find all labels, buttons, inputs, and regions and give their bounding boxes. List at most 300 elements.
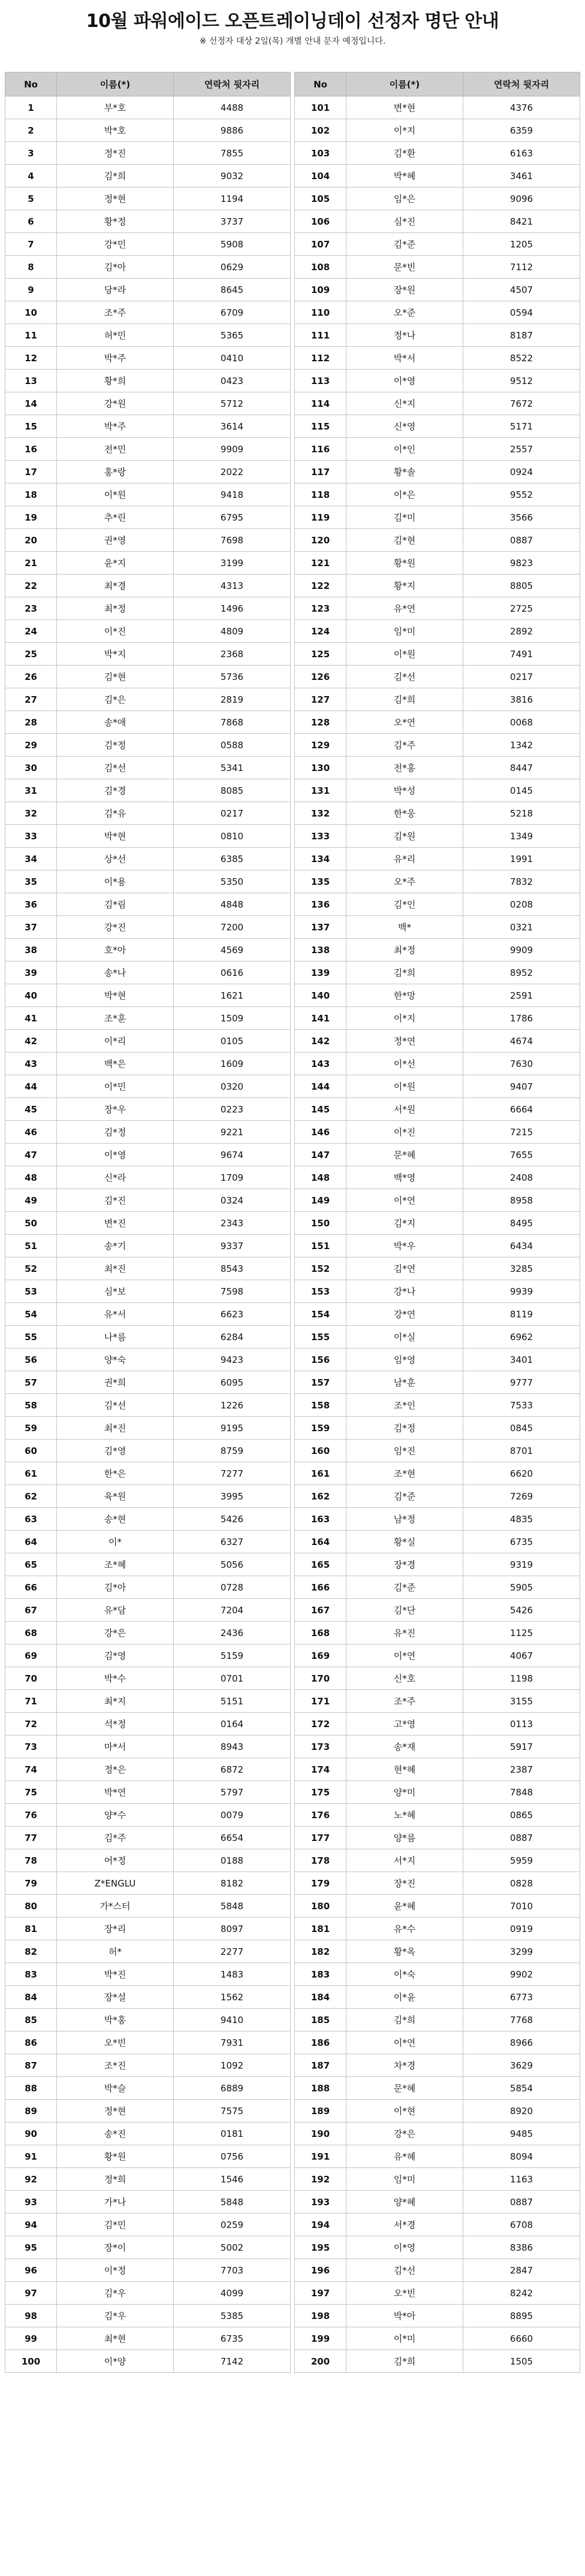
phone-last-digits: 2436	[174, 1622, 291, 1644]
winner-name: 어*정	[57, 1849, 174, 1872]
table-row	[295, 370, 580, 392]
phone-last-digits: 1125	[463, 1622, 580, 1644]
phone-last-digits: 6284	[174, 1326, 291, 1349]
table-row	[295, 2305, 580, 2327]
row-number: 20	[5, 529, 57, 552]
phone-last-digits: 3614	[174, 415, 291, 438]
row-number: 5	[5, 188, 57, 210]
table-row	[5, 1462, 291, 1485]
table-row	[295, 870, 580, 893]
table-row	[295, 142, 580, 165]
table-row	[5, 688, 291, 711]
table-row	[5, 1713, 291, 1736]
table-row	[295, 1144, 580, 1166]
table-row	[295, 256, 580, 279]
row-number: 135	[295, 870, 346, 893]
winner-name: 김*선	[346, 2259, 463, 2282]
winner-name: 강*연	[346, 1303, 463, 1326]
winner-name: 정*나	[346, 324, 463, 347]
row-number: 99	[5, 2327, 57, 2350]
table-row	[295, 1189, 580, 1212]
phone-last-digits: 5917	[463, 1736, 580, 1758]
table-row	[295, 324, 580, 347]
winner-name: 김*환	[346, 142, 463, 165]
table-row	[295, 2009, 580, 2031]
phone-last-digits: 7112	[463, 256, 580, 279]
row-number: 158	[295, 1394, 346, 1417]
row-number: 164	[295, 1531, 346, 1553]
phone-last-digits: 9909	[174, 438, 291, 461]
phone-last-digits: 0701	[174, 1667, 291, 1690]
table-row	[295, 2031, 580, 2054]
winner-name: 양*수	[57, 1804, 174, 1827]
row-number: 79	[5, 1872, 57, 1895]
winner-name: 김*희	[346, 2350, 463, 2373]
winner-name: 이*숙	[346, 1963, 463, 1986]
table-row	[5, 848, 291, 870]
winner-name: 오*연	[346, 711, 463, 734]
row-number: 185	[295, 2009, 346, 2031]
winner-name: 이*진	[346, 1121, 463, 1144]
phone-last-digits: 9886	[174, 119, 291, 142]
row-number: 27	[5, 688, 57, 711]
winner-name: 이*지	[346, 1007, 463, 1030]
table-row	[5, 1349, 291, 1371]
winner-tables	[5, 72, 580, 2373]
row-number: 186	[295, 2031, 346, 2054]
table-row	[5, 2350, 291, 2373]
phone-last-digits: 7768	[463, 2009, 580, 2031]
phone-last-digits: 1226	[174, 1394, 291, 1417]
winner-name: 윤*지	[57, 552, 174, 575]
table-row	[5, 370, 291, 392]
phone-last-digits: 4835	[463, 1508, 580, 1531]
winner-name: 김*준	[346, 1485, 463, 1508]
phone-last-digits: 6735	[174, 2327, 291, 2350]
phone-last-digits: 1349	[463, 825, 580, 848]
phone-last-digits: 1092	[174, 2054, 291, 2077]
winner-name: 강*진	[57, 916, 174, 939]
column-header-no: No	[5, 72, 57, 96]
table-row	[295, 119, 580, 142]
table-row	[295, 1690, 580, 1713]
row-number: 97	[5, 2282, 57, 2305]
row-number: 193	[295, 2191, 346, 2214]
row-number: 196	[295, 2259, 346, 2282]
phone-last-digits: 3461	[463, 165, 580, 188]
table-row	[5, 301, 291, 324]
table-row	[5, 1053, 291, 1075]
phone-last-digits: 2847	[463, 2259, 580, 2282]
table-row	[295, 1918, 580, 1940]
phone-last-digits: 7931	[174, 2031, 291, 2054]
table-row	[295, 1030, 580, 1053]
table-row	[295, 461, 580, 483]
table-row	[295, 1713, 580, 1736]
table-row	[5, 2031, 291, 2054]
winner-name: 김*정	[57, 1121, 174, 1144]
table-row	[295, 825, 580, 848]
row-number: 161	[295, 1462, 346, 1485]
table-row	[295, 2077, 580, 2100]
phone-last-digits: 0188	[174, 1849, 291, 1872]
winner-name: 황*원	[346, 552, 463, 575]
phone-last-digits: 8759	[174, 1440, 291, 1462]
table-row	[295, 1417, 580, 1440]
phone-last-digits: 6773	[463, 1986, 580, 2009]
phone-last-digits: 5385	[174, 2305, 291, 2327]
winner-name: 석*정	[57, 1713, 174, 1736]
phone-last-digits: 8701	[463, 1440, 580, 1462]
phone-last-digits: 5218	[463, 802, 580, 825]
phone-last-digits: 7698	[174, 529, 291, 552]
row-number: 18	[5, 483, 57, 506]
winner-name: 최*정	[57, 597, 174, 620]
table-row	[5, 1098, 291, 1121]
row-number: 111	[295, 324, 346, 347]
winner-name: 백*은	[57, 1053, 174, 1075]
winner-name: 홍*랑	[57, 461, 174, 483]
row-number: 116	[295, 438, 346, 461]
winner-name: 유*연	[346, 597, 463, 620]
table-row	[5, 2214, 291, 2236]
table-row	[5, 597, 291, 620]
row-number: 69	[5, 1644, 57, 1667]
winner-name: 정*진	[57, 142, 174, 165]
table-row	[295, 438, 580, 461]
row-number: 58	[5, 1394, 57, 1417]
phone-last-digits: 0588	[174, 734, 291, 757]
row-number: 73	[5, 1736, 57, 1758]
row-number: 165	[295, 1553, 346, 1576]
row-number: 56	[5, 1349, 57, 1371]
row-number: 113	[295, 370, 346, 392]
row-number: 126	[295, 666, 346, 688]
row-number: 77	[5, 1827, 57, 1849]
table-row	[295, 1212, 580, 1235]
phone-last-digits: 6359	[463, 119, 580, 142]
phone-last-digits: 3816	[463, 688, 580, 711]
row-number: 103	[295, 142, 346, 165]
row-number: 64	[5, 1531, 57, 1553]
table-row	[5, 893, 291, 916]
phone-last-digits: 5151	[174, 1690, 291, 1713]
table-row	[295, 2214, 580, 2236]
row-number: 150	[295, 1212, 346, 1235]
row-number: 8	[5, 256, 57, 279]
table-row	[295, 620, 580, 643]
phone-last-digits: 9909	[463, 939, 580, 962]
row-number: 144	[295, 1075, 346, 1098]
table-row	[295, 392, 580, 415]
phone-last-digits: 9407	[463, 1075, 580, 1098]
winner-name: 이*인	[346, 438, 463, 461]
phone-last-digits: 7269	[463, 1485, 580, 1508]
row-number: 183	[295, 1963, 346, 1986]
winner-name: 오*빈	[57, 2031, 174, 2054]
table-row	[5, 984, 291, 1007]
phone-last-digits: 3199	[174, 552, 291, 575]
table-row	[295, 2100, 580, 2123]
phone-last-digits: 0145	[463, 779, 580, 802]
phone-last-digits: 7215	[463, 1121, 580, 1144]
winner-name: 김*단	[346, 1599, 463, 1622]
row-number: 148	[295, 1166, 346, 1189]
winner-name: 임*은	[346, 188, 463, 210]
winner-table-left	[5, 72, 291, 2373]
table-row	[5, 1690, 291, 1713]
winner-name: 유*수	[346, 1918, 463, 1940]
row-number: 36	[5, 893, 57, 916]
phone-last-digits: 0321	[463, 916, 580, 939]
row-number: 12	[5, 347, 57, 370]
winner-name: 조*진	[57, 2054, 174, 2077]
table-row	[5, 1235, 291, 1257]
row-number: 182	[295, 1940, 346, 1963]
table-row	[5, 1280, 291, 1303]
row-number: 171	[295, 1690, 346, 1713]
phone-last-digits: 7630	[463, 1053, 580, 1075]
row-number: 95	[5, 2236, 57, 2259]
row-number: 55	[5, 1326, 57, 1349]
table-row	[295, 1098, 580, 1121]
row-number: 156	[295, 1349, 346, 1371]
phone-last-digits: 0629	[174, 256, 291, 279]
column-header-name: 이름(*)	[57, 72, 174, 96]
row-number: 39	[5, 962, 57, 984]
phone-last-digits: 7672	[463, 392, 580, 415]
table-row	[5, 119, 291, 142]
row-number: 67	[5, 1599, 57, 1622]
phone-last-digits: 4376	[463, 96, 580, 119]
row-number: 33	[5, 825, 57, 848]
row-number: 184	[295, 1986, 346, 2009]
row-number: 78	[5, 1849, 57, 1872]
winner-name: 황*지	[346, 575, 463, 597]
winner-name: 김*선	[57, 757, 174, 779]
phone-last-digits: 8447	[463, 757, 580, 779]
phone-last-digits: 5848	[174, 1895, 291, 1918]
winner-name: 추*린	[57, 506, 174, 529]
phone-last-digits: 6660	[463, 2327, 580, 2350]
table-row	[295, 1804, 580, 1827]
row-number: 106	[295, 210, 346, 233]
row-number: 74	[5, 1758, 57, 1781]
table-row	[295, 1075, 580, 1098]
phone-last-digits: 0887	[463, 1827, 580, 1849]
row-number: 197	[295, 2282, 346, 2305]
winner-name: 전*홍	[346, 757, 463, 779]
row-number: 26	[5, 666, 57, 688]
row-number: 181	[295, 1918, 346, 1940]
phone-last-digits: 1163	[463, 2168, 580, 2191]
table-row	[295, 1644, 580, 1667]
phone-last-digits: 9485	[463, 2123, 580, 2145]
phone-last-digits: 2408	[463, 1166, 580, 1189]
table-row	[5, 2327, 291, 2350]
winner-name: 노*혜	[346, 1804, 463, 1827]
row-number: 140	[295, 984, 346, 1007]
phone-last-digits: 4507	[463, 279, 580, 301]
phone-last-digits: 8943	[174, 1736, 291, 1758]
phone-last-digits: 0223	[174, 1098, 291, 1121]
phone-last-digits: 7848	[463, 1781, 580, 1804]
phone-last-digits: 7855	[174, 142, 291, 165]
winner-name: 강*원	[57, 392, 174, 415]
row-number: 93	[5, 2191, 57, 2214]
table-row	[5, 1394, 291, 1417]
phone-last-digits: 6095	[174, 1371, 291, 1394]
phone-last-digits: 5350	[174, 870, 291, 893]
winner-name: 박*홍	[57, 2009, 174, 2031]
winner-name: 권*영	[57, 529, 174, 552]
phone-last-digits: 9410	[174, 2009, 291, 2031]
phone-last-digits: 6163	[463, 142, 580, 165]
row-number: 83	[5, 1963, 57, 1986]
phone-last-digits: 4674	[463, 1030, 580, 1053]
row-number: 59	[5, 1417, 57, 1440]
phone-last-digits: 1483	[174, 1963, 291, 1986]
winner-name: 호*아	[57, 939, 174, 962]
table-row	[295, 1849, 580, 1872]
table-row	[5, 1417, 291, 1440]
row-number: 169	[295, 1644, 346, 1667]
winner-name: 이*진	[57, 620, 174, 643]
winner-name: 김*주	[57, 1827, 174, 1849]
winner-name: 유*혜	[346, 2145, 463, 2168]
table-row	[5, 1758, 291, 1781]
row-number: 35	[5, 870, 57, 893]
phone-last-digits: 0845	[463, 1417, 580, 1440]
row-number: 191	[295, 2145, 346, 2168]
phone-last-digits: 5959	[463, 1849, 580, 1872]
winner-name: 김*아	[57, 256, 174, 279]
phone-last-digits: 9337	[174, 1235, 291, 1257]
row-number: 108	[295, 256, 346, 279]
table-row	[5, 2305, 291, 2327]
row-number: 81	[5, 1918, 57, 1940]
table-row	[5, 1531, 291, 1553]
phone-last-digits: 4809	[174, 620, 291, 643]
winner-name: 정*현	[57, 2100, 174, 2123]
table-row	[295, 1895, 580, 1918]
winner-name: 박*아	[346, 2305, 463, 2327]
row-number: 25	[5, 643, 57, 666]
phone-last-digits: 6889	[174, 2077, 291, 2100]
winner-name: 장*이	[57, 2236, 174, 2259]
phone-last-digits: 5159	[174, 1644, 291, 1667]
table-row	[295, 962, 580, 984]
winner-name: 송*재	[346, 1736, 463, 1758]
column-header-phone: 연락처 뒷자리	[174, 72, 291, 96]
winner-name: 김*선	[346, 666, 463, 688]
table-row	[5, 575, 291, 597]
phone-last-digits: 0259	[174, 2214, 291, 2236]
table-row	[5, 233, 291, 256]
table-row	[5, 2009, 291, 2031]
row-number: 68	[5, 1622, 57, 1644]
phone-last-digits: 4099	[174, 2282, 291, 2305]
row-number: 22	[5, 575, 57, 597]
phone-last-digits: 1621	[174, 984, 291, 1007]
winner-name: 최*경	[57, 575, 174, 597]
table-row	[5, 188, 291, 210]
phone-last-digits: 2591	[463, 984, 580, 1007]
phone-last-digits: 3566	[463, 506, 580, 529]
row-number: 11	[5, 324, 57, 347]
row-number: 120	[295, 529, 346, 552]
table-row	[5, 256, 291, 279]
phone-last-digits: 8094	[463, 2145, 580, 2168]
table-row	[295, 666, 580, 688]
phone-last-digits: 0828	[463, 1872, 580, 1895]
row-number: 187	[295, 2054, 346, 2077]
row-number: 159	[295, 1417, 346, 1440]
phone-last-digits: 8119	[463, 1303, 580, 1326]
row-number: 125	[295, 643, 346, 666]
phone-last-digits: 0728	[174, 1576, 291, 1599]
row-number: 54	[5, 1303, 57, 1326]
table-row	[5, 802, 291, 825]
winner-name: 김*현	[346, 529, 463, 552]
table-row	[5, 916, 291, 939]
winner-name: 이*선	[346, 1053, 463, 1075]
winner-name: 장*진	[346, 1872, 463, 1895]
winner-name: 장*경	[346, 1553, 463, 1576]
phone-last-digits: 6872	[174, 1758, 291, 1781]
table-row	[295, 1280, 580, 1303]
winner-name: 김*경	[57, 779, 174, 802]
phone-last-digits: 8187	[463, 324, 580, 347]
table-row	[5, 1804, 291, 1827]
table-row	[5, 1963, 291, 1986]
row-number: 38	[5, 939, 57, 962]
phone-last-digits: 0887	[463, 529, 580, 552]
phone-last-digits: 0616	[174, 962, 291, 984]
row-number: 188	[295, 2077, 346, 2100]
row-number: 37	[5, 916, 57, 939]
table-row	[295, 210, 580, 233]
table-row	[5, 2236, 291, 2259]
table-row	[5, 2100, 291, 2123]
row-number: 114	[295, 392, 346, 415]
winner-name: 신*영	[346, 415, 463, 438]
phone-last-digits: 9195	[174, 1417, 291, 1440]
winner-name: 김*희	[346, 2009, 463, 2031]
phone-last-digits: 1342	[463, 734, 580, 757]
winner-name: 신*지	[346, 392, 463, 415]
row-number: 139	[295, 962, 346, 984]
table-row	[5, 210, 291, 233]
table-row	[295, 1963, 580, 1986]
header	[0, 0, 585, 59]
row-number: 52	[5, 1257, 57, 1280]
table-row	[5, 620, 291, 643]
winner-name: 이*미	[346, 2327, 463, 2350]
row-number: 60	[5, 1440, 57, 1462]
table-row	[5, 2259, 291, 2282]
row-number: 119	[295, 506, 346, 529]
phone-last-digits: 2892	[463, 620, 580, 643]
winner-name: 고*영	[346, 1713, 463, 1736]
table-row	[5, 415, 291, 438]
row-number: 162	[295, 1485, 346, 1508]
row-number: 13	[5, 370, 57, 392]
winner-name: 조*현	[346, 1462, 463, 1485]
row-number: 45	[5, 1098, 57, 1121]
row-number: 29	[5, 734, 57, 757]
table-row	[5, 438, 291, 461]
